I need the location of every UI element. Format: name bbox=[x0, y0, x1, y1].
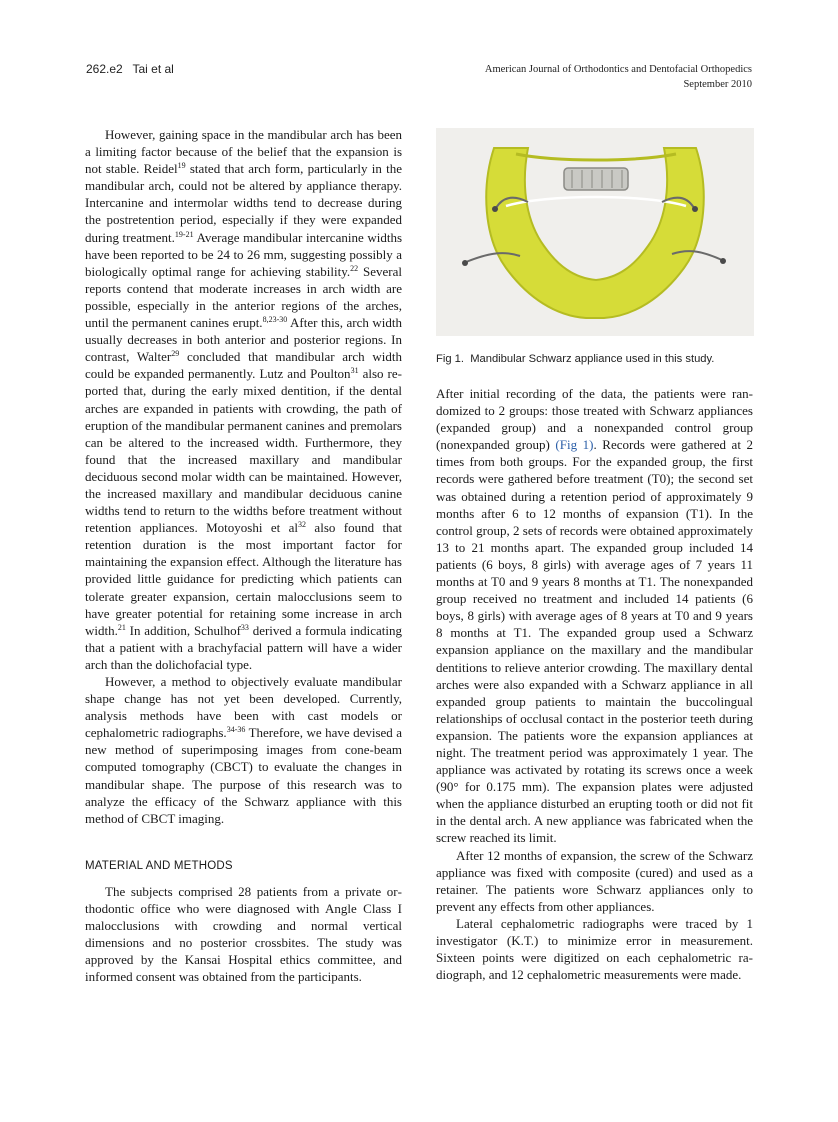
running-header-page-author: 262.e2 Tai et al bbox=[86, 62, 174, 76]
clasp-right-upper-tip bbox=[692, 206, 698, 212]
section-heading-material-methods: MATERIAL AND METHODS bbox=[85, 859, 233, 872]
left-text-column bbox=[85, 126, 402, 986]
figure-schwarz-appliance bbox=[436, 128, 754, 336]
figure-reference-link[interactable]: (Fig 1) bbox=[555, 437, 594, 453]
right-text-column bbox=[436, 385, 753, 983]
schwarz-appliance-photo bbox=[436, 128, 754, 336]
intro-paragraph: However, gaining space in the mandibular arch has been a limiting factor because of the belief that the expansion is not stable. Reidel$^{19}$ stated that arch form, particularly in the mandibular arch, could not be altered by appliance therapy. Intercanine and intermolar widths tend to decrease during the postretention period, especially if they were expanded during treatment.$^{19-21}$ Average mandibular intercanine widths have been reported to be 24 to 26 mm, suggesting possibly a biologically optimal range for achieving stability.$^{22}$ Several reports contend that moderate increases in arch width are possible, especially in the anterior regions of the arches, until the permanent canines erupt.$^{8,23-30}$ After this, arch width usually decreases in both anterior and posterior regions. In contrast, Walter$^{29}$ concluded that mandibular arch width could be expanded permanently. Lutz and Poulton$^{31}$ also reported that, during the early mixed dentition, if the dental arches are expanded in patients with crowding, the path of eruption of the mandibular permanent canines and premolars can be altered to the increased width. Furthermore, they found that the increased maxillary and mandibular deciduous second molar width can be maintained. However, the increased maxillary and mandibular deciduous canine widths tend to return to the widths before treatment without retention appliances. Motoyoshi et $al^{32}$ also found that retention duration is the most important factor for maintaining the expansion effect. Although the literature has provided little guidance for predicting which patients can tolerate greater expansion, certain malocclusions seem to have greater potential for retaining some increase in arch width.$^{21}$ In addition, Schulhof$^{33}$ derived a formula indicating that a patient with a brachyfacial pattern will have a wider arch than the dolichofacial type. bbox=[85, 127, 403, 672]
expansion-screw bbox=[564, 168, 628, 190]
issue-date: September 2010 bbox=[683, 79, 752, 90]
cephalometric-paragraph: Lateral cephalometric radiographs were traced by 1 investigator (K.T.) to minimize error in measurement. Sixteen points were digitized on each cephalometric radiograph, and 12 cephalometric measurements were made. bbox=[436, 915, 753, 983]
purpose-paragraph: However, a method to objectively evaluate mandibular shape change has not yet been developed. Currently, analysis methods have been with cast models or cephalometric radiographs.$^{34-36}$ Therefore, we have devised a new method of superimposing images from cone-beam computed tomography (CBCT) to evaluate the changes in mandibular shape. The purpose of this research was to analyze the efficacy of the Schwarz appliance with this method of CBCT imaging. bbox=[85, 674, 402, 826]
clasp-left-upper-tip bbox=[492, 206, 498, 212]
figure-caption: Fig 1. Mandibular Schwarz appliance used in this study. bbox=[436, 353, 715, 365]
running-header-journal bbox=[485, 62, 752, 92]
journal-title: American Journal of Orthodontics and Dentofacial Orthopedics bbox=[484, 64, 752, 75]
subjects-paragraph: The subjects comprised 28 patients from a private orthodontic office who were diagnosed with Angle Class I malocclusions with crowding and normal vertical dimensions and no posterior crossbites. The study was approved by the Kansai Hospital ethics committee, and informed consent was obtained from the participants. bbox=[85, 883, 402, 985]
methods-paragraph: After initial recording of the data, the patients were randomized to 2 groups: those treated with Schwarz appliances (expanded group) and a nonexpanded control group (nonexpanded group) (Fig 1). Records were gathered at 2 times from both groups. For the expanded group, the first records were gathered before treatment (T0); the second set was obtained during a retention period of approximately 9 months after 6 to 12 months of expansion (T1). In the control group, 2 sets of records were obtained approximately 13 to 21 months apart. The expanded group included 14 patients (6 boys, 8 girls) with average ages of 7 years 11 months at T0 and 9 years 8 months at T1. The nonexpanded group received no treatment and included 14 patients (6 boys, 8 girls) with average ages of 8 years at T0 and 9 years 8 months at T1. The expanded group used a Schwarz expansion appliance on the maxillary and the mandibular dentitions to relieve anterior crowding. The maxillary dental arches were also expanded with a Schwarz appliance in all expanded group patients to maintain the buccolingual relationships of occlusal contact in the posterior teeth during expansion. The patients wore the expansion appliances at night. The treatment period was approximately 1 year. The appliance was activated by rotating its screws once a week (90° for 0.175 mm). The expansion plates were adjusted when the appliance disturbed an erupting tooth or did not fit in the dental arch. A new appliance was fabricated when the screw reached its limit. bbox=[436, 386, 753, 846]
clasp-left-lower-tip bbox=[462, 260, 468, 266]
retainer-paragraph: After 12 months of expansion, the screw of the Schwarz appliance was fixed with composite (cured) and used as a retainer. The patients wore Schwarz appliances only to prevent any effects from other appliances. bbox=[436, 847, 753, 914]
clasp-right-lower-tip bbox=[720, 258, 726, 264]
